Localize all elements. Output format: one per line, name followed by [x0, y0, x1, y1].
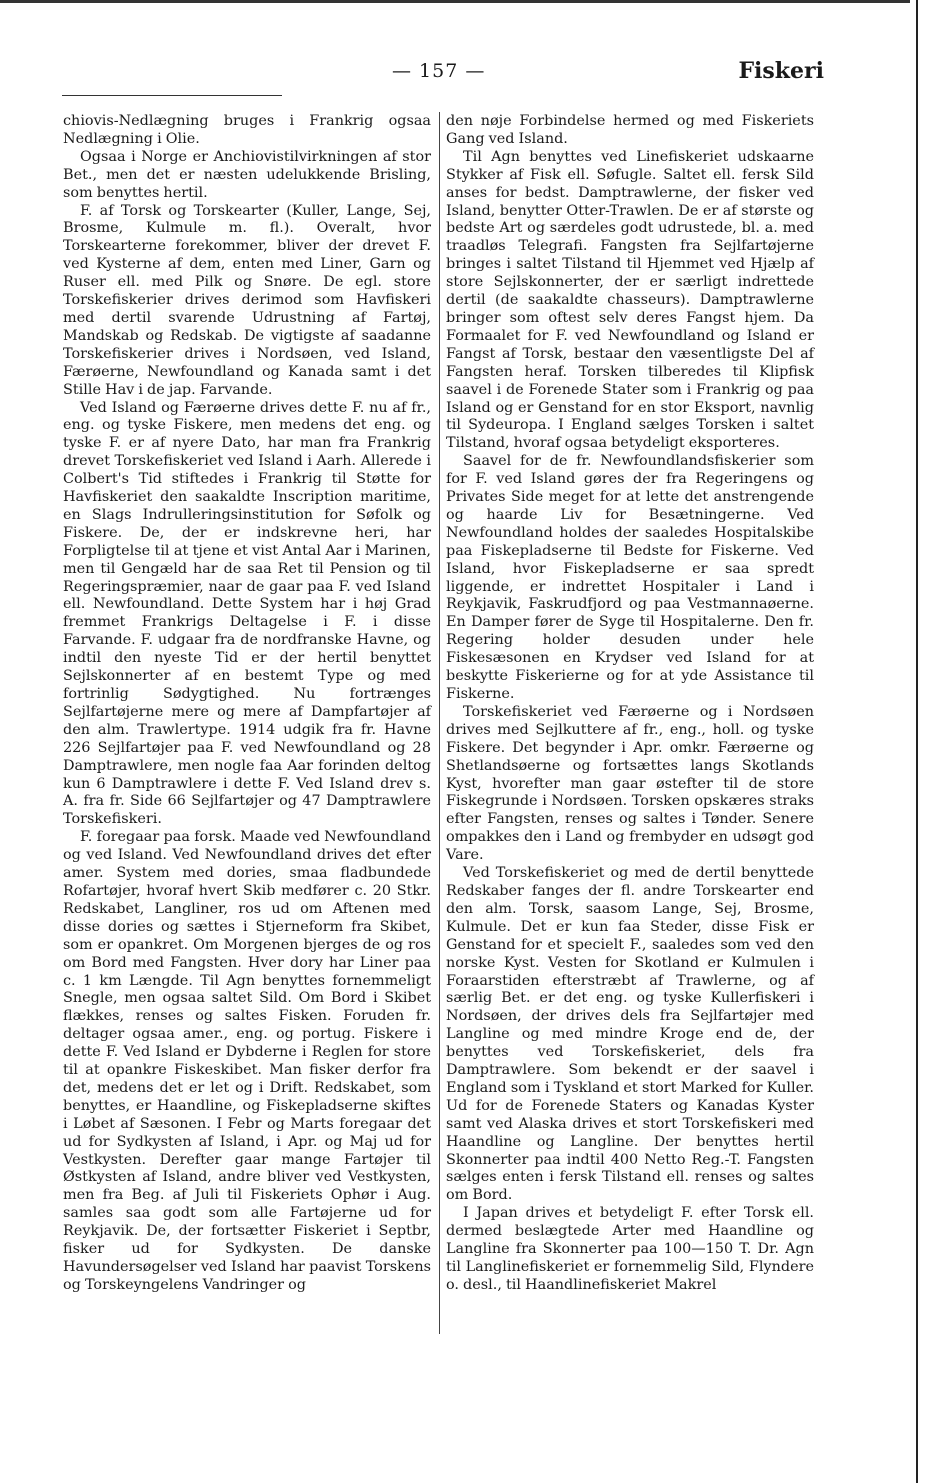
paragraph: F. af Torsk og Torskearter (Kuller, Lange, Sej, Brosme, Kulmule m. fl.). Overalt, hvor Torskearterne forekommer, bliver der drevet F. ved Kysterne af dem, enten med Liner, Garn og Ruser ell. med Pilk og Snøre. De egl. store Torskefiskerier drives derimod som Havfiskeri med dertil svarende Udrustning af Fartøj, Mandskab og Redskab. De vigtigste af saadanne Torskefiskerier drives i Nordsøen, ved Island, Færøerne, Newfoundland og Kanada samt i det Stille Hav i de jap. Farvande.: [63, 202, 431, 398]
page-number: — 157 —: [392, 60, 486, 82]
paragraph: F. foregaar paa forsk. Maade ved Newfoundland og ved Island. Ved Newfoundland drives det efter amer. System med dories, smaa fladbundede Rofartøjer, hvoraf hvert Skib medfører c. 20 Stkr. Redskabet, Langliner, ros ud om Aftenen med disse dories og sættes i Stjerneform fra Skibet, som er opankret. Om Morgenen bjerges de og ros om Bord med Fangsten. Hver dory har Liner paa c. 1 km Længde. Til Agn benyttes fornemmeligt Snegle, men ogsaa saltet Sild. Om Bord i Skibet flækkes, renses og saltes Fisken. Foruden fr. deltager ogsaa amer., eng. og portug. Fiskere i dette F. Ved Island er Dybderne i Reglen for store til at opankre Fiskeskibet. Man fisker derfor fra det, medens det er let og i Drift. Redskabet, som benyttes, er Haandline, og Fiskepladserne skiftes i Løbet af Sæsonen. I Febr og Marts foregaar det ud for Sydkysten af Island, i Apr. og Maj ud for Vestkysten. Derefter gaar mange Fartøjer til Østkysten af Island, andre bliver ved Vestkysten, men fra Beg. af Juli til Fiskeriets Ophør i Aug. samles saa godt som alle Fartøjerne ud for Reykjavik. De, der fortsætter Fiskeriet i Septbr, fisker ud for Sydkysten. De danske Havundersøgelser ved Island har paavist Torskens og Torskeyngelens Vandringer og: [63, 829, 431, 1293]
paragraph: Saavel for de fr. Newfoundlandsfiskerier som for F. ved Island gøres der fra Regeringens og Privates Side meget for at lette det anstrengende og haarde Liv for Besætningerne. Ved Newfoundland holdes der saaledes Hospitalskibe paa Fiskepladserne til Bedste for Fiskerne. Ved Island, hvor Fiskepladserne er saa spredt liggende, er indrettet Hospitaler i Land i Reykjavik, Faskrudfjord og paa Vestmannaøerne. En Damper fører de Syge til Hospitalerne. Den fr. Regering holder desuden under hele Fiskesæsonen en Krydser ved Island for at beskytte Fiskerierne og for at yde Assistance til Fiskerne.: [446, 453, 814, 702]
paragraph: Ved Torskefiskeriet og med de dertil benyttede Redskaber fanges der fl. andre Torskearter end den alm. Torsk, saasom Lange, Sej, Brosme, Kulmule. Det er kun faa Steder, disse Fisk er Genstand for et specielt F., saaledes som ved den norske Kyst. Vesten for Skotland er Kulmulen i Foraarstiden efterstræbt af Trawlerne, og af særlig Bet. er det eng. og tyske Kullerfiskeri i Nordsøen, der drives dels fra Sejlfartøjer med Langline og med mindre Kroge end de, der benyttes ved Torskefiskeriet, dels fra Damptrawlere. Som bekendt er der saavel i England som i Tyskland et stort Marked for Kuller. Ud for de Forenede Staters og Kanadas Kyster samt ved Alaska drives et stort Torskefiskeri med Haandline og Langline. Der benyttes hertil Skonnerter paa indtil 400 Netto Reg.-T. Fangsten sælges enten i fersk Tilstand ell. renses og saltes om Bord.: [446, 865, 814, 1204]
paragraph: chiovis-Nedlægning bruges i Frankrig ogsaa Nedlægning i Olie.: [63, 113, 431, 147]
running-head: Fiskeri: [738, 58, 824, 84]
left-column: [63, 113, 431, 1295]
paragraph: den nøje Forbindelse hermed og med Fiskeriets Gang ved Island.: [446, 113, 814, 147]
scan-right-edge: [916, 0, 918, 1483]
page-header: [62, 58, 832, 94]
paragraph: Torskefiskeriet ved Færøerne og i Nordsøen drives med Sejlkuttere af fr., eng., holl. og tyske Fiskere. Det begynder i Apr. omkr. Færøerne og Shetlandsøerne og fortsættes langs Skotlands Kyst, hvorefter man gaar østefter til de store Fiskegrunde i Nordsøen. Torsken opskæres straks efter Fangsten, renses og saltes i Tønder. Senere ompakkes den i Land og frembyder en udsøgt god Vare.: [446, 703, 814, 864]
header-rule: [62, 95, 282, 96]
paragraph: Ogsaa i Norge er Anchiovistilvirkningen af stor Bet., men det er næsten udelukkende Brisling, som benyttes hertil.: [63, 148, 431, 201]
scan-top-edge: [0, 0, 910, 3]
right-column: [446, 113, 814, 1295]
paragraph: I Japan drives et betydeligt F. efter Torsk ell. dermed beslægtede Arter med Haandline og Langline fra Skonnerter paa 100—150 T. Dr. Agn til Langlinefiskeriet er fornemmelig Sild, Flyndere o. desl., til Haandlinefiskeriet Makrel: [446, 1205, 814, 1293]
paragraph: Til Agn benyttes ved Linefiskeriet udskaarne Stykker af Fisk ell. Søfugle. Saltet ell. fersk Sild anses for bedst. Damptrawlerne, der fisker ved Island, benytter Otter-Trawlen. De er af største og bedste Art og særdeles godt udrustede, bl. a. med traadløs Telegrafi. Fangsten fra Sejlfartøjerne bringes i saltet Tilstand til Hjemmet ved Hjælp af store Sejlskonnerter, der er særligt indrettede dertil (de saakaldte chasseurs). Damptrawlerne bringer som oftest selv deres Fangst hjem. Da Formaalet for F. ved Newfoundland og Island er Fangst af Torsk, bestaar den væsentligste Del af Fangsten heraf. Torsken tilberedes til Klipfisk saavel i de Forenede Stater som i Frankrig og paa Island og er Genstand for en stor Eksport, navnlig til Sydeuropa. I England sælges Torsken i saltet Tilstand, hvoraf ogsaa betydeligt eksporteres.: [446, 148, 814, 452]
paragraph: Ved Island og Færøerne drives dette F. nu af fr., eng. og tyske Fiskere, men medens det eng. og tyske F. er af nyere Dato, har man fra Frankrig drevet Torskefiskeriet ved Island i Aarh. Allerede i Colbert's Tid stiftedes i Frankrig til Støtte for Havfiskeriet den saakaldte Inscription maritime, en Slags Indrulleringsinstitution for Søfolk og Fiskere. De, der er indskrevne heri, har Forpligtelse til at tjene et vist Antal Aar i Marinen, men til Gengæld har de saa Ret til Pension og til Regeringspræmier, naar de gaar paa F. ved Island ell. Newfoundland. Dette System har i høj Grad fremmet Frankrigs Deltagelse i F. i disse Farvande. F. udgaar fra de nordfranske Havne, og indtil den nyeste Tid er der hertil benyttet Sejlskonnerter af en bestemt Type og med fortrinlig Sødygtighed. Nu fortrænges Sejlfartøjerne mere og mere af Dampfartøjer af den alm. Trawlertype. 1914 udgik fra fr. Havne 226 Sejlfartøjer paa F. ved Newfoundland og 28 Damptrawlere, men nogle faa Aar forinden deltog kun 6 Damptrawlere i dette F. Ved Island drev s. A. fra fr. Side 66 Sejlfartøjer og 47 Damptrawlere Torskefiskeri.: [63, 399, 431, 828]
column-divider: [439, 112, 440, 1334]
